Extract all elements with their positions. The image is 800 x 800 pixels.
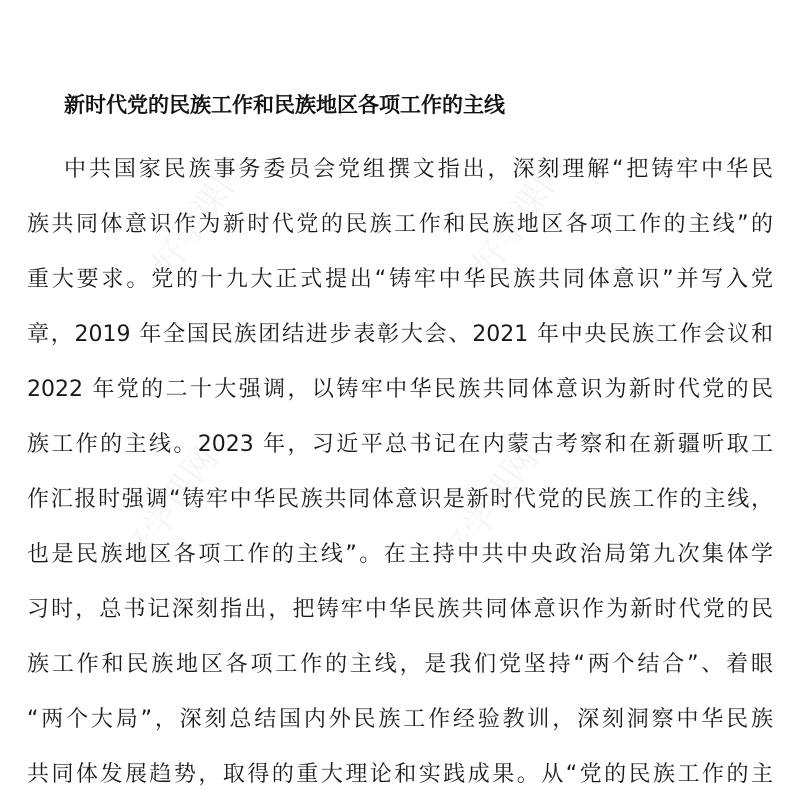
- paragraph-line: “两个大局”，深刻总结国内外民族工作经验教训，深刻洞察中华民族: [27, 707, 773, 732]
- watermark: 好学课网: [115, 439, 227, 574]
- paragraph-line: 族工作的主线。2023 年，习近平总书记在内蒙古考察和在新疆听取工: [27, 432, 773, 457]
- paragraph-line: 重大要求。党的十九大正式提出“铸牢中华民族共同体意识”并写入党: [27, 267, 773, 292]
- paragraph-line: 2022 年党的二十大强调，以铸牢中华民族共同体意识为新时代党的民: [27, 377, 773, 402]
- watermark: 好学课网: [435, 439, 547, 574]
- paragraph-line: 族共同体意识作为新时代党的民族工作和民族地区各项工作的主线”的: [27, 212, 773, 237]
- paragraph-line: 也是民族地区各项工作的主线”。在主持中共中央政治局第九次集体学: [27, 542, 773, 567]
- section-heading: 新时代党的民族工作和民族地区各项工作的主线: [64, 93, 505, 117]
- watermark: 好学课网: [465, 149, 577, 284]
- paragraph-line: 作汇报时强调“铸牢中华民族共同体意识是新时代党的民族工作的主线，: [27, 487, 773, 512]
- paragraph-line: 章，2019 年全国民族团结进步表彰大会、2021 年中央民族工作会议和: [27, 322, 773, 347]
- paragraph-line: 习时，总书记深刻指出，把铸牢中华民族共同体意识作为新时代党的民: [27, 597, 773, 622]
- watermark: 好学课网: [145, 149, 257, 284]
- paragraph-line: 族工作和民族地区各项工作的主线，是我们党坚持“两个结合”、着眼: [27, 652, 773, 677]
- paragraph-line: 中共国家民族事务委员会党组撰文指出，深刻理解“把铸牢中华民: [64, 157, 773, 182]
- paragraph-line: 共同体发展趋势，取得的重大理论和实践成果。从“党的民族工作的主: [27, 762, 773, 787]
